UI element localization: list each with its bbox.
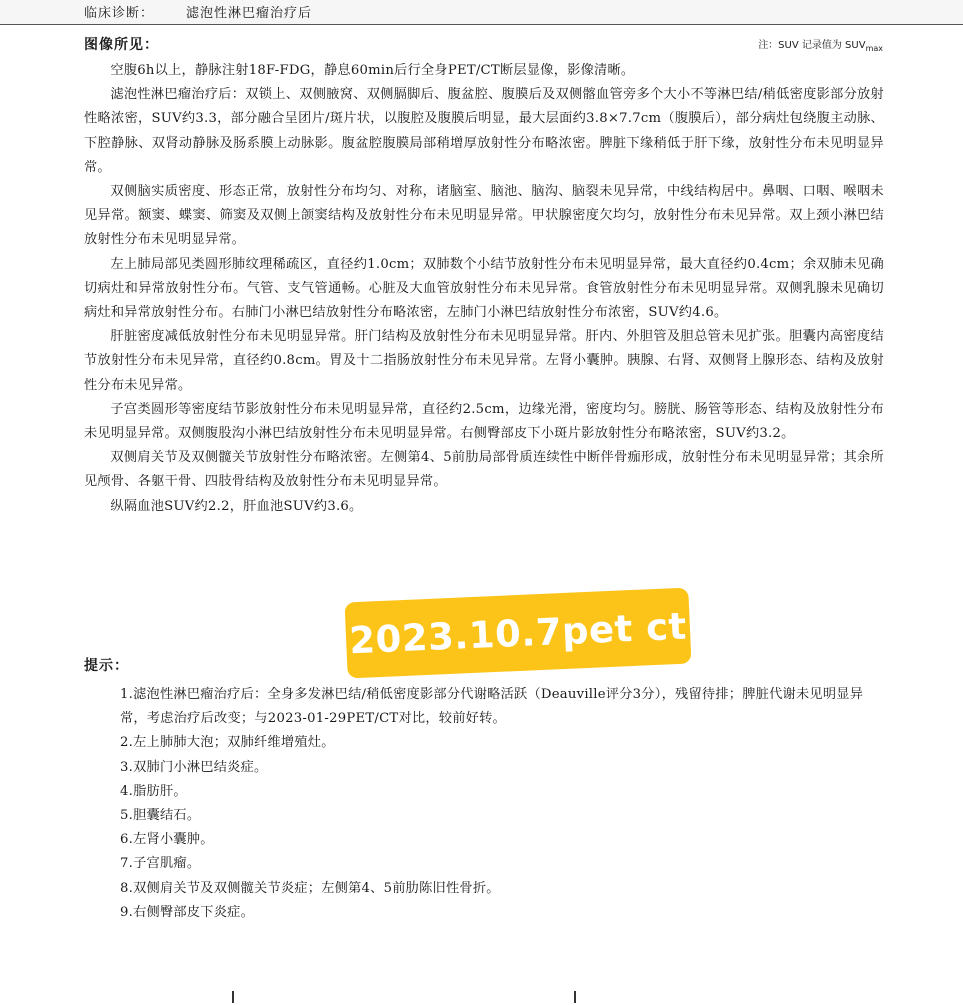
conclusion-item: 6.左肾小囊肿。 [120, 832, 214, 848]
findings-paragraph: 子宫类圆形等密度结节影放射性分布未见明显异常，直径约2.5cm，边缘光滑，密度均匀。膀胱、肠管等形态、结构及放射性分布未见明显异常。双侧腹股沟小淋巴结放射性分布未见明显异常。右侧臀部皮下小斑片影放射性分布略浓密，SUV约3.2。 [84, 401, 884, 442]
findings-heading: 图像所见： [84, 37, 159, 53]
date-sticker: 2023.10.7pet ct [345, 588, 692, 679]
findings-body [84, 59, 884, 519]
page-mark-left [232, 991, 234, 1003]
conclusion-item: 4.脂肪肝。 [120, 783, 187, 799]
hints-heading: 提示： [84, 658, 129, 674]
suv-note-subscript: max [865, 44, 883, 53]
findings-paragraph: 肝脏密度减低放射性分布未见明显异常。肝门结构及放射性分布未见明显异常。肝内、外胆管及胆总管未见扩张。胆囊内高密度结节放射性分布未见异常，直径约0.8cm。胃及十二指肠放射性分布未见异常。左肾小囊肿。胰腺、右肾、双侧肾上腺形态、结构及放射性分布未见异常。 [84, 329, 884, 393]
findings-paragraph: 滤泡性淋巴瘤治疗后：双锁上、双侧腋窝、双侧膈脚后、腹盆腔、腹膜后及双侧髂血管旁多个大小不等淋巴结/稍低密度影部分放射性略浓密，SUV约3.3，部分融合呈团片/斑片状，以腹腔及腹膜后明显，最大层面约3.8×7.7cm（腹膜后），部分病灶包绕腹主动脉、下腔静脉、双肾动静脉及肠系膜上动脉影。腹盆腔腹膜局部稍增厚放射性分布略浓密。脾脏下缘稍低于肝下缘，放射性分布未见明显异常。 [84, 87, 884, 175]
findings-paragraph: 双侧脑实质密度、形态正常，放射性分布均匀、对称，诸脑室、脑池、脑沟、脑裂未见异常，中线结构居中。鼻咽、口咽、喉咽未见异常。额窦、蝶窦、筛窦及双侧上颌窦结构及放射性分布未见明显异常。甲状腺密度欠均匀，放射性分布未见异常。双上颈小淋巴结放射性分布未见明显异常。 [84, 184, 884, 248]
findings-paragraph: 纵隔血池SUV约2.2，肝血池SUV约3.6。 [110, 498, 363, 514]
conclusion-item: 9.右侧臀部皮下炎症。 [120, 904, 255, 920]
conclusion-item: 3.双肺门小淋巴结炎症。 [120, 759, 268, 775]
diagnosis-label: 临床诊断： [84, 6, 155, 21]
suv-note-text: 注：SUV 记录值为 SUV [758, 40, 866, 51]
findings-paragraph: 空腹6h以上，静脉注射18F-FDG，静息60min后行全身PET/CT断层显像，影像清晰。 [110, 63, 635, 78]
conclusion-item: 7.子宫肌瘤。 [120, 856, 201, 872]
page-mark-right [574, 991, 576, 1003]
conclusion-item: 2.左上肺肺大泡；双肺纤维增殖灶。 [120, 735, 335, 751]
conclusion-item: 1.滤泡性淋巴瘤治疗后：全身多发淋巴结/稍低密度影部分代谢略活跃（Deauville评分3分），残留待排；脾脏代谢未见明显异常，考虑治疗后改变；与2023-01-29PET/CT对比，较前好转。 [120, 687, 864, 727]
conclusions-list [120, 683, 884, 925]
diagnosis-bar [0, 0, 963, 25]
findings-paragraph: 左上肺局部见类圆形肺纹理稀疏区，直径约1.0cm；双肺数个小结节放射性分布未见明显异常，最大直径约0.4cm；余双肺未见确切病灶和异常放射性分布。气管、支气管通畅。心脏及大血管放射性分布未见异常。食管放射性分布未见明显异常。双侧乳腺未见确切病灶和异常放射性分布。右肺门小淋巴结放射性分布略浓密，左肺门小淋巴结放射性分布浓密，SUV约4.6。 [84, 256, 884, 321]
suv-note [758, 36, 883, 53]
conclusion-item: 8.双侧肩关节及双侧髋关节炎症；左侧第4、5前肋陈旧性骨折。 [120, 880, 500, 896]
conclusion-item: 5.胆囊结石。 [120, 808, 201, 824]
findings-paragraph: 双侧肩关节及双侧髋关节放射性分布略浓密。左侧第4、5前肋局部骨质连续性中断伴骨痂形成，放射性分布未见明显异常；其余所见颅骨、各躯干骨、四肢骨结构及放射性分布未见明显异常。 [84, 450, 884, 490]
diagnosis-value: 滤泡性淋巴瘤治疗后 [186, 6, 313, 21]
